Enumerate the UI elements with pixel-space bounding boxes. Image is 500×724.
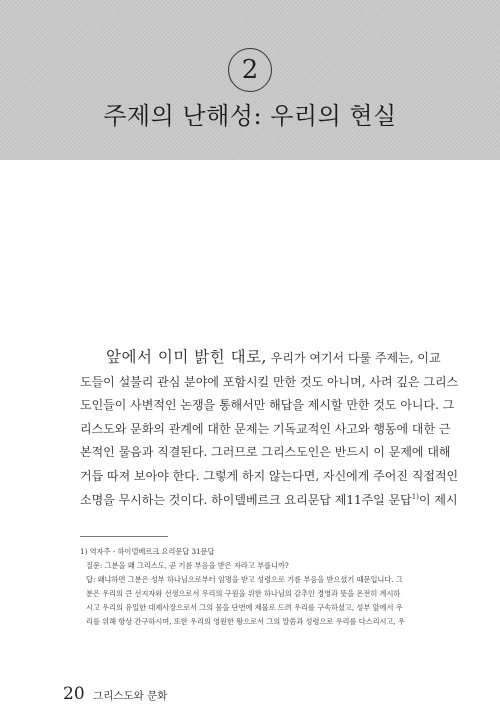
body-line: 리스도와 문화의 관계에 대한 문제는 기독교적인 사고와 행동에 대한 근 [80,421,451,436]
page-number: 20 [63,684,85,704]
body-paragraph [80,346,459,512]
footnote-line: 답: 왜냐하면 그분은 성부 하나님으로부터 임명을 받고 성령으로 기름 부음을 받으셨기 때문입니다. 그 [86,575,403,584]
body-line: 도인들이 사변적인 논쟁을 통해서만 해답을 제시할 만한 것도 아니다. 그 [80,398,455,413]
footnote-line: 리를 위해 항상 간구하시며, 또한 우리의 영원한 왕으로서 그의 말씀과 성령으로 우리를 다스리시고, 우 [86,617,405,626]
footnote-line: 분은 우리의 큰 선지자와 선생으로서 우리의 구원을 위한 하나님의 감추인 경영과 뜻을 온전히 계시하 [86,589,401,598]
footnote-reference[interactable]: 1) [411,492,419,501]
footnote-line: 시고 우리의 유일한 대제사장으로서 그의 몸을 단번에 제물로 드려 우리를 구속하셨고, 성부 앞에서 우 [86,603,403,612]
footnote-line: 질문: 그분을 왜 그리스도, 곧 기름 부음을 받은 자라고 부릅니까? [86,561,289,570]
chapter-number-badge [228,48,272,92]
book-title: 그리스도와 문화 [93,690,168,702]
body-line [80,489,458,513]
footnote-divider [80,536,168,537]
lead-phrase: 앞에서 이미 밝힌 대로, [106,348,267,366]
body-line: 본적인 물음과 직결된다. 그러므로 그리스도인은 반드시 이 문제에 대해 [80,445,451,460]
footnotes [80,545,435,629]
body-line: 도들이 설불리 관심 분야에 포함시킬 만한 것도 아니며, 사려 깊은 그리스 [80,374,459,389]
footnote-heading: 1) 역자주 - 하이델베르크 요리문답 31문답 [80,547,215,556]
body-line [80,346,441,371]
body-line-text: 소명을 무시하는 것이다. 하이델베르크 요리문답 제11주일 문답 [80,492,412,507]
body-line: 거듭 따져 보아야 한다. 그렇게 하지 않는다면, 자신에게 주어진 직접적인 [80,468,459,483]
body-line-rest: 우리가 여기서 다룰 주제는, 이교 [266,351,441,365]
chapter-title: 주제의 난해성: 우리의 현실 [103,102,397,130]
body-line-text: 이 제시 [418,492,458,507]
chapter-number: 2 [241,55,259,85]
page-folio [63,684,167,704]
